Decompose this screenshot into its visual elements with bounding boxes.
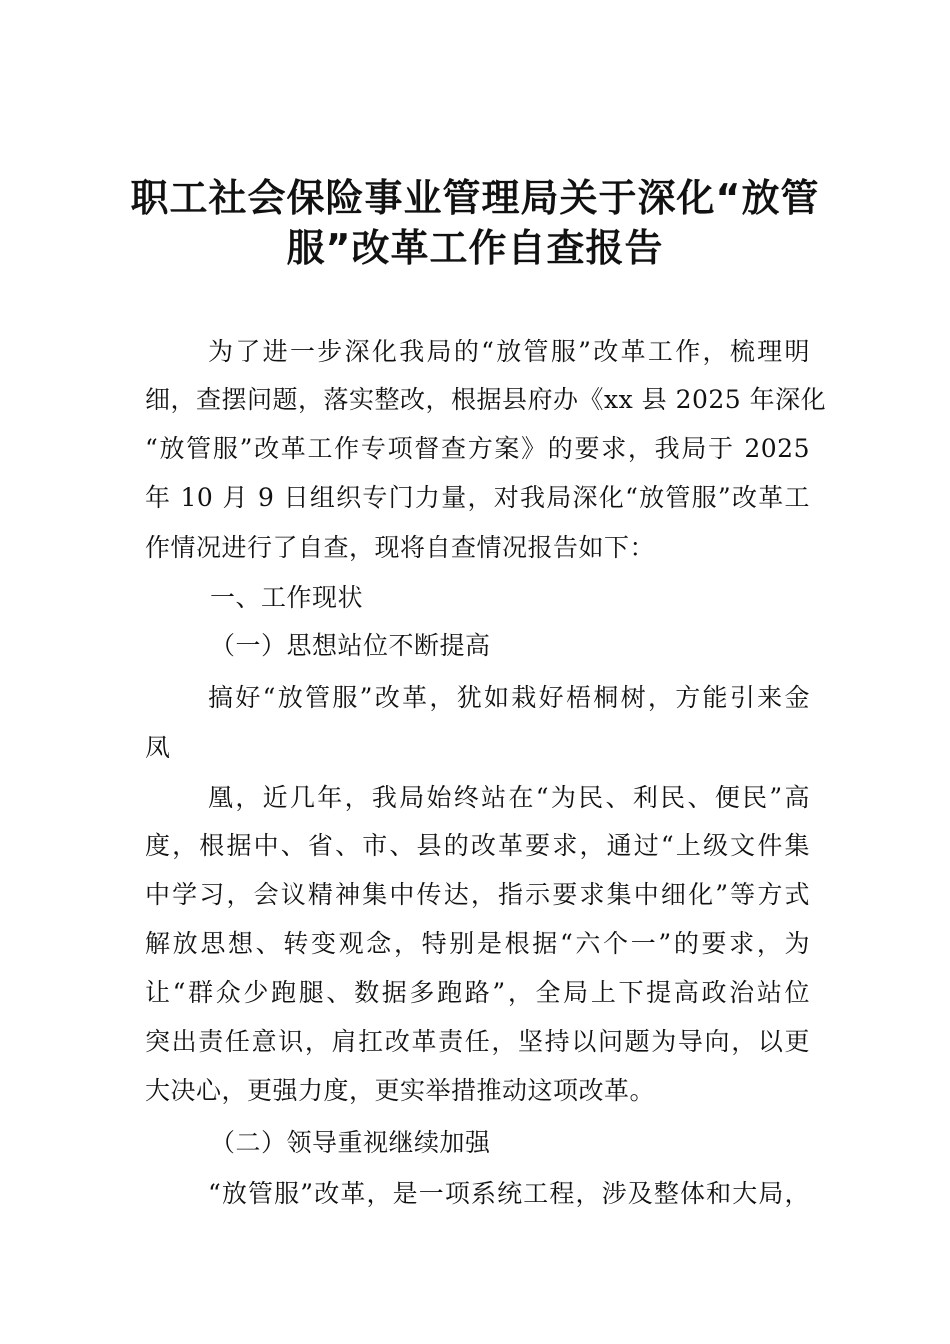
document-title-line-2: 服”改革工作自查报告 xyxy=(286,226,664,270)
para-1b-line-7: 大决心，更强力度，更实举措推动这项改革。 xyxy=(145,1076,656,1105)
subsection-heading-2: （二）领导重视继续加强 xyxy=(210,1128,491,1157)
para-1b-line-5: 让“群众少跑腿、数据多跑路”，全局上下提高政治站位 xyxy=(145,978,810,1007)
intro-line-3: “放管服”改革工作专项督查方案》的要求，我局于 2025 xyxy=(145,434,810,463)
intro-line-2: 细，查摆问题，落实整改，根据县府办《xx 县 2025 年深化 xyxy=(145,385,827,414)
para-1b-line-4: 解放思想、转变观念，特别是根据“六个一”的要求，为 xyxy=(145,929,810,958)
subsection-heading-1: （一）思想站位不断提高 xyxy=(210,631,491,660)
intro-line-1: 为了进一步深化我局的“放管服”改革工作，梳理明 xyxy=(208,337,810,366)
document-title-line-1: 职工社会保险事业管理局关于深化“放管 xyxy=(130,176,820,220)
para-2-line-1: “放管服”改革，是一项系统工程，涉及整体和大局， xyxy=(208,1179,810,1208)
para-1a-line-2: 凤 xyxy=(145,733,171,762)
section-heading-1: 一、工作现状 xyxy=(210,583,364,612)
para-1b-line-3: 中学习，会议精神集中传达，指示要求集中细化”等方式 xyxy=(145,880,810,909)
para-1b-line-6: 突出责任意识，肩扛改革责任，坚持以问题为导向，以更 xyxy=(145,1027,810,1056)
intro-line-5: 作情况进行了自查，现将自查情况报告如下： xyxy=(145,533,656,562)
intro-line-4: 年 10 月 9 日组织专门力量，对我局深化“放管服”改革工 xyxy=(145,483,810,512)
para-1b-line-1: 凰，近几年，我局始终站在“为民、利民、便民”高 xyxy=(208,783,810,812)
para-1b-line-2: 度，根据中、省、市、县的改革要求，通过“上级文件集 xyxy=(145,831,810,860)
para-1a-line-1: 搞好“放管服”改革，犹如栽好梧桐树，方能引来金 xyxy=(208,683,810,712)
